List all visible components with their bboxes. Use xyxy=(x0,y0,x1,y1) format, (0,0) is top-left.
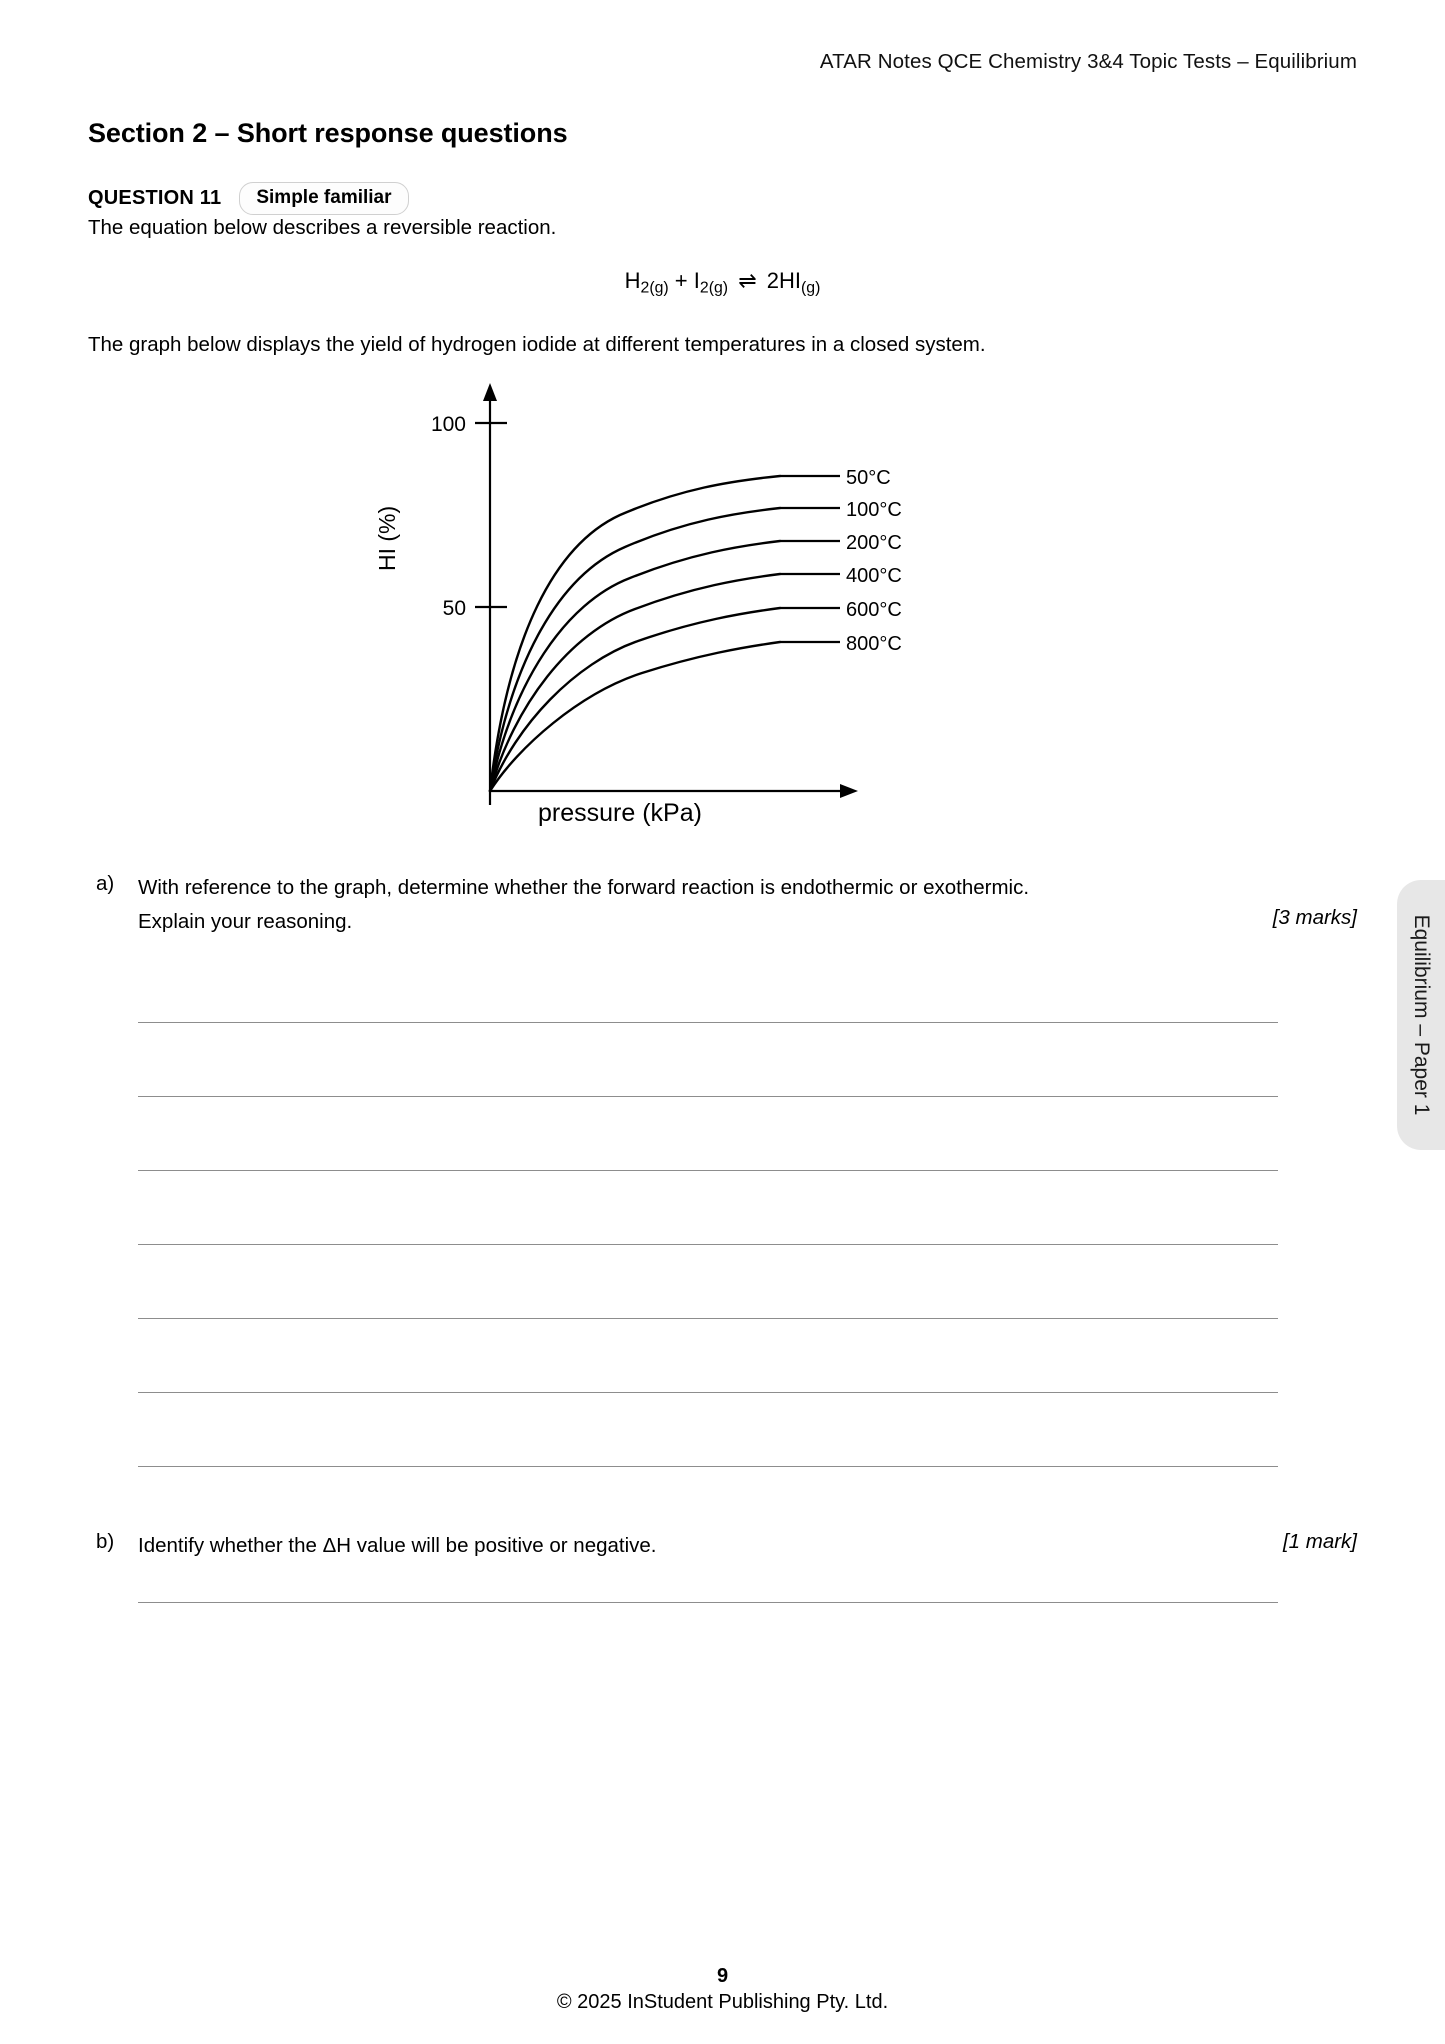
question-number: QUESTION 11 xyxy=(88,186,222,209)
page-footer xyxy=(0,1965,1445,2014)
chart-svg xyxy=(380,375,980,805)
x-axis-title: pressure (kPa) xyxy=(538,799,702,827)
curve-50c xyxy=(490,476,780,791)
equation-product: $2HI_{(g)}$ xyxy=(766,268,821,297)
page-number: 9 xyxy=(716,1965,729,1987)
curve-400c xyxy=(490,574,780,791)
yield-vs-pressure-figure xyxy=(374,375,980,845)
curve-label-50c: 50°C xyxy=(846,467,891,489)
equation-reactant-2-subscript: 2(g) xyxy=(699,279,729,297)
difficulty-badge: Simple familiar xyxy=(239,182,408,215)
y-axis-arrowhead xyxy=(483,383,497,401)
curve-label-400c: 400°C xyxy=(846,565,902,587)
part-b-text-line-1: Identify whether the ΔH value will be positive or negative. xyxy=(138,1534,657,1557)
curve-label-200c: 200°C xyxy=(846,532,902,554)
answer-line[interactable] xyxy=(138,1466,1278,1467)
answer-line[interactable] xyxy=(138,1170,1278,1171)
y-tick-label-100: 100 xyxy=(430,413,466,436)
equation-reactant-2: $I_{2(g)}$ xyxy=(693,268,729,297)
side-tab xyxy=(1397,880,1445,1150)
answer-line[interactable] xyxy=(138,1096,1278,1097)
y-axis-title: HI (%) xyxy=(374,505,400,571)
copyright-notice: © 2025 InStudent Publishing Pty. Ltd. xyxy=(556,1991,889,2013)
curve-leader-lines xyxy=(780,476,840,642)
answer-line[interactable] xyxy=(138,1318,1278,1319)
part-b-marks: [1 mark] xyxy=(1282,1530,1357,1553)
question-intro-text: The equation below describes a reversible reaction. xyxy=(88,216,557,239)
part-a-marks: [3 marks] xyxy=(1272,906,1357,929)
answer-line[interactable] xyxy=(138,1602,1278,1603)
curve-label-800c: 800°C xyxy=(846,633,902,655)
equation-reactant-1-subscript: 2(g) xyxy=(640,279,669,297)
part-a-text-line-2: Explain your reasoning. xyxy=(138,910,353,933)
page-title: Section 2 – Short response questions xyxy=(88,118,568,148)
answer-line[interactable] xyxy=(138,1022,1278,1023)
curve-600c xyxy=(490,608,780,791)
y-tick-label-50: 50 xyxy=(442,597,466,620)
curve-label-100c: 100°C xyxy=(846,499,902,521)
graph-lead-text: The graph below displays the yield of hydrogen iodide at different temperatures in a closed system. xyxy=(88,333,986,356)
equilibrium-arrow-icon: ⇌ xyxy=(738,268,757,293)
equation-plus-sign: + xyxy=(674,268,688,293)
part-a-text-line-1: With reference to the graph, determine whether the forward reaction is endothermic or exothermic. xyxy=(138,876,1030,899)
part-a-letter: a) xyxy=(96,872,115,895)
equation-product-subscript: (g) xyxy=(801,279,821,297)
curve-label-600c: 600°C xyxy=(846,599,902,621)
x-axis-arrowhead xyxy=(840,784,858,798)
equation-reactant-1: $H_{2(g)}$ xyxy=(624,268,669,297)
running-header: ATAR Notes QCE Chemistry 3&4 Topic Tests – Equilibrium xyxy=(819,50,1357,73)
chemical-equation xyxy=(0,268,1445,297)
question-header xyxy=(88,182,409,215)
part-b-letter: b) xyxy=(96,1530,115,1553)
side-tab-label: Equilibrium – Paper 1 xyxy=(1410,914,1433,1116)
answer-line[interactable] xyxy=(138,1392,1278,1393)
answer-line[interactable] xyxy=(138,1244,1278,1245)
curve-200c xyxy=(490,541,780,791)
